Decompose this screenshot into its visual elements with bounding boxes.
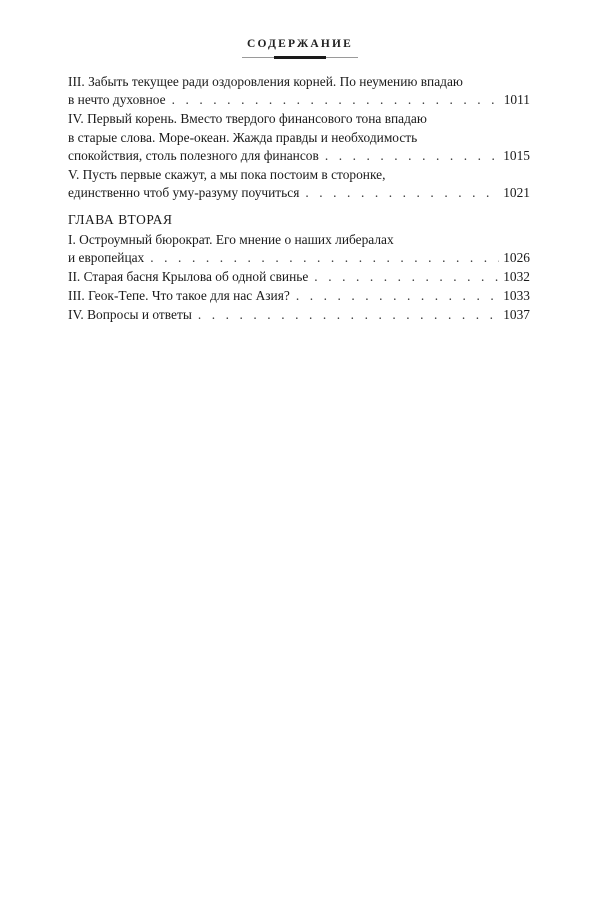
toc-entry[interactable] [68, 287, 530, 305]
toc-entry-line: III. Забыть текущее ради оздоровления корней. По неумению впадаю [68, 74, 463, 89]
dot-leader [296, 287, 499, 305]
toc-entry[interactable] [68, 73, 530, 109]
toc-page-number: 1026 [503, 249, 530, 265]
toc-entry-line: III. Геок-Тепе. Что такое для нас Азия? [68, 288, 290, 304]
dot-leader [305, 184, 499, 202]
chapter-heading: ГЛАВА ВТОРАЯ [68, 212, 173, 228]
toc-entry[interactable] [68, 166, 530, 202]
toc-entry-line: в нечто духовное [68, 92, 166, 108]
dot-leader [198, 306, 499, 324]
toc-page-number: 1015 [503, 147, 530, 163]
toc-page-number: 1011 [503, 92, 530, 108]
toc-entry-line: I. Остроумный бюрократ. Его мнение о наших либералах [68, 231, 394, 247]
dot-leader [150, 249, 499, 267]
table-of-contents [68, 73, 530, 326]
toc-entry[interactable] [68, 110, 530, 165]
toc-entry-line: IV. Вопросы и ответы [68, 307, 192, 323]
toc-page-number: 1032 [503, 269, 530, 285]
toc-entry-line: спокойствия, столь полезного для финансов [68, 147, 319, 163]
toc-page-number: 1037 [503, 307, 530, 323]
toc-entry-line: единственно чтоб уму-разуму поучиться [68, 185, 300, 201]
running-header [0, 38, 600, 58]
toc-entry-line: II. Старая басня Крылова об одной свинье [68, 269, 309, 285]
header-ornament-rule [242, 57, 358, 58]
dot-leader [314, 268, 499, 286]
running-header-title: СОДЕРЖАНИЕ [246, 38, 354, 50]
toc-entry-line: IV. Первый корень. Вместо твердого финансового тона впадаю [68, 111, 427, 127]
toc-entry-line: в старые слова. Море-океан. Жажда правды и необходимость [68, 129, 418, 145]
toc-page-number: 1033 [503, 288, 530, 304]
toc-entry-line: V. Пусть первые скажут, а мы пока постоим в сторонке, [68, 167, 386, 183]
toc-entry[interactable] [68, 231, 530, 267]
toc-entry-line: и европейцах [68, 249, 145, 265]
toc-entry[interactable] [68, 306, 530, 324]
header-ornament-bar [274, 56, 326, 59]
dot-leader [172, 91, 500, 109]
dot-leader [325, 147, 499, 165]
toc-page-number: 1021 [503, 185, 530, 201]
toc-entry[interactable] [68, 268, 530, 286]
